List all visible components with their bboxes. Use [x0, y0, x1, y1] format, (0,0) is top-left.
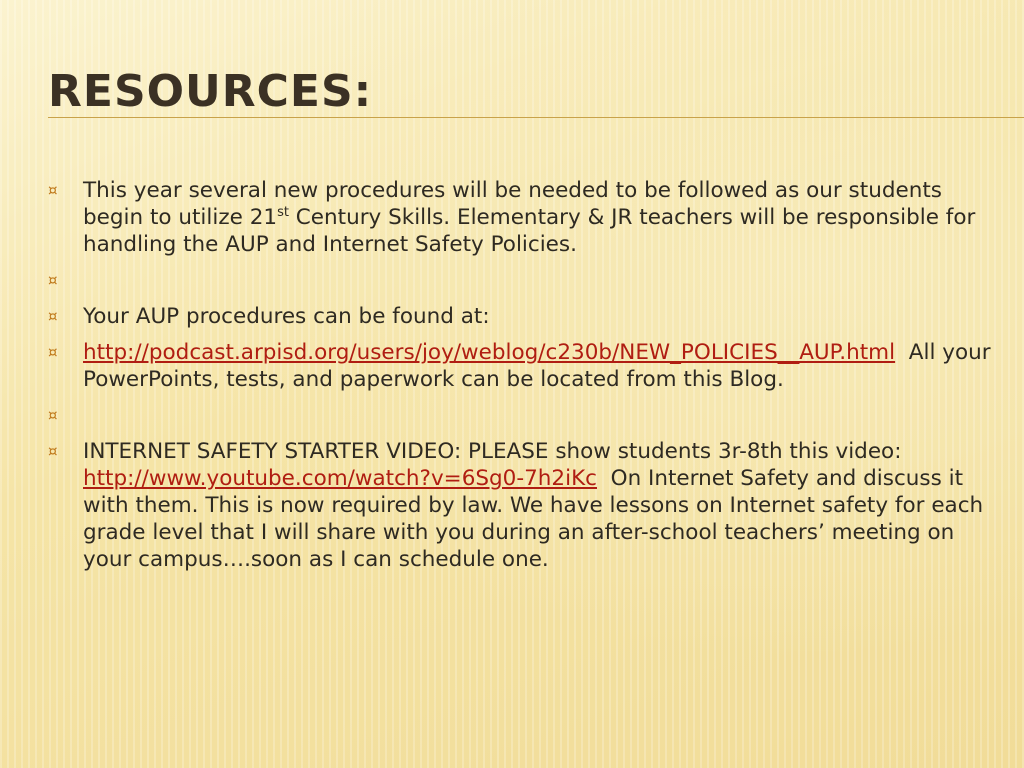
bullet-list — [48, 177, 1008, 582]
bullet-item — [48, 177, 1008, 258]
bullet-icon: ¤ — [48, 271, 58, 289]
bullet-icon: ¤ — [48, 307, 58, 325]
bullet-item — [48, 339, 1008, 393]
bullet-item-empty — [48, 267, 1008, 294]
youtube-video-link[interactable]: http://www.youtube.com/watch?v=6Sg0-7h2iKc — [83, 466, 597, 491]
bullet-text: This year several new procedures will be needed to be followed as our students begin to utilize 21 — [83, 178, 942, 230]
slide-title: RESOURCES: — [48, 66, 373, 117]
bullet-text: INTERNET SAFETY STARTER VIDEO: PLEASE show students 3r-8th this video: — [83, 439, 902, 464]
aup-policy-link[interactable]: http://podcast.arpisd.org/users/joy/weblog/c230b/NEW_POLICIES__AUP.html — [83, 340, 896, 365]
bullet-item-empty — [48, 402, 1008, 429]
bullet-item — [48, 303, 1008, 330]
bullet-text: Your AUP procedures can be found at: — [83, 304, 490, 329]
bullet-text: On Internet Safety and discuss it with them. This is now required by law. We have lessons on Internet safety for each grade level that I will share with you during an after-school teachers’ meeting on your campus….soon as I can schedule one. — [83, 466, 991, 572]
bullet-text: Century Skills. Elementary & JR teachers will be responsible for handling the AUP and Internet Safety Policies. — [83, 205, 976, 257]
superscript: st — [277, 204, 289, 220]
bullet-icon: ¤ — [48, 181, 58, 199]
bullet-text: All your PowerPoints, tests, and paperwork can be located from this Blog. — [83, 340, 998, 392]
bullet-icon: ¤ — [48, 406, 58, 424]
title-underline — [48, 117, 1024, 118]
bullet-icon: ¤ — [48, 442, 58, 460]
bullet-icon: ¤ — [48, 343, 58, 361]
bullet-item — [48, 438, 1008, 573]
